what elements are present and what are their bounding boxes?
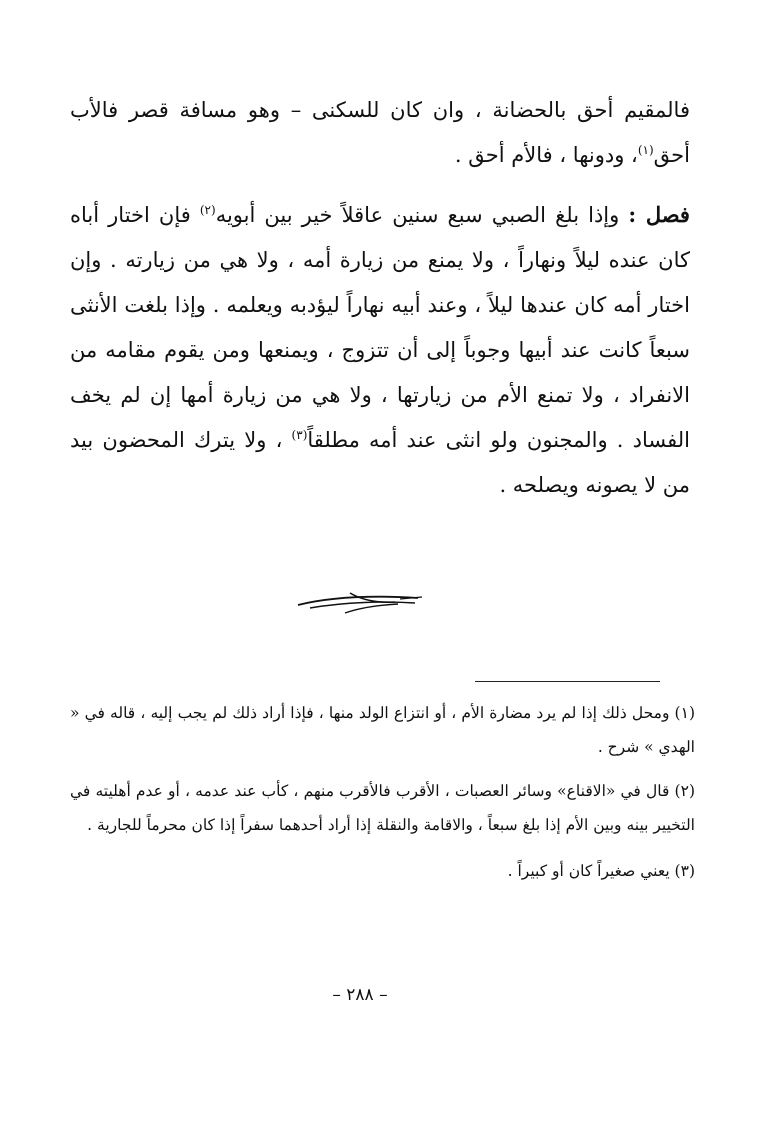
- paragraph-2-text-a: وإذا بلغ الصبي سبع سنين عاقلاً خير بين أبويه: [215, 203, 629, 227]
- footnote-ref-3: (٣): [291, 428, 308, 442]
- paragraph-1: [70, 88, 690, 178]
- main-text: [70, 88, 690, 508]
- footnote-ref-1: (١): [637, 143, 654, 157]
- paragraph-2-text-c: ، ولا يترك المحضون بيد من لا يصونه ويصلحه .: [70, 428, 690, 497]
- footnotes: [70, 696, 695, 888]
- paragraph-2-text-b: فإن اختار أباه كان عنده ليلاً ونهاراً ، ولا يمنع من زيارة أمه ، ولا هي من زيارته . وإن اختار أمه كان عندها ليلاً ، وعند أبيه نهاراً ليؤدبه ويعلمه . وإذا بلغت الأنثى سبعاً كانت عند أبيها وجوباً إلى أن تتزوج ، ويمنعها ومن يقوم مقامه من الانفراد ، ولا تمنع الأم من زيارتها ، ولا هي من زيارة أمها إن لم يخف الفساد . والمجنون ولو انثى عند أمه مطلقاً: [70, 203, 690, 452]
- footnote-1: (١) ومحل ذلك إذا لم يرد مضارة الأم ، أو انتزاع الولد منها ، فإذا أراد ذلك لم يجب إليه ، قاله في « الهدي » شرح .: [70, 704, 695, 756]
- paragraph-1-text-b: ، ودونها ، فالأم أحق .: [454, 143, 638, 167]
- footnote-2: (٢) قال في «الاقناع» وسائر العصبات ، الأقرب فالأقرب منهم ، كأب عند عدمه ، أو عدم أهليته في التخيير بينه وبين الأم إذا بلغ سبعاً ، والاقامة والنقلة إذا أراد أحدهما سفراً إذا كان محرماً للجارية .: [70, 782, 695, 834]
- section-label: فصل :: [628, 202, 690, 227]
- footnote-3: (٣) يعني صغيراً كان أو كبيراً .: [507, 862, 695, 880]
- paragraph-2: [70, 192, 690, 508]
- page-number: – ٢٨٨ –: [332, 985, 388, 1005]
- footnote-ref-2: (٢): [199, 203, 216, 217]
- footnote-separator: [475, 681, 660, 682]
- paragraph-1-text-a: فالمقيم أحق بالحضانة ، وان كان للسكنى – وهو مسافة قصر فالأب أحق: [70, 98, 690, 167]
- ornament-divider-icon: [290, 585, 430, 619]
